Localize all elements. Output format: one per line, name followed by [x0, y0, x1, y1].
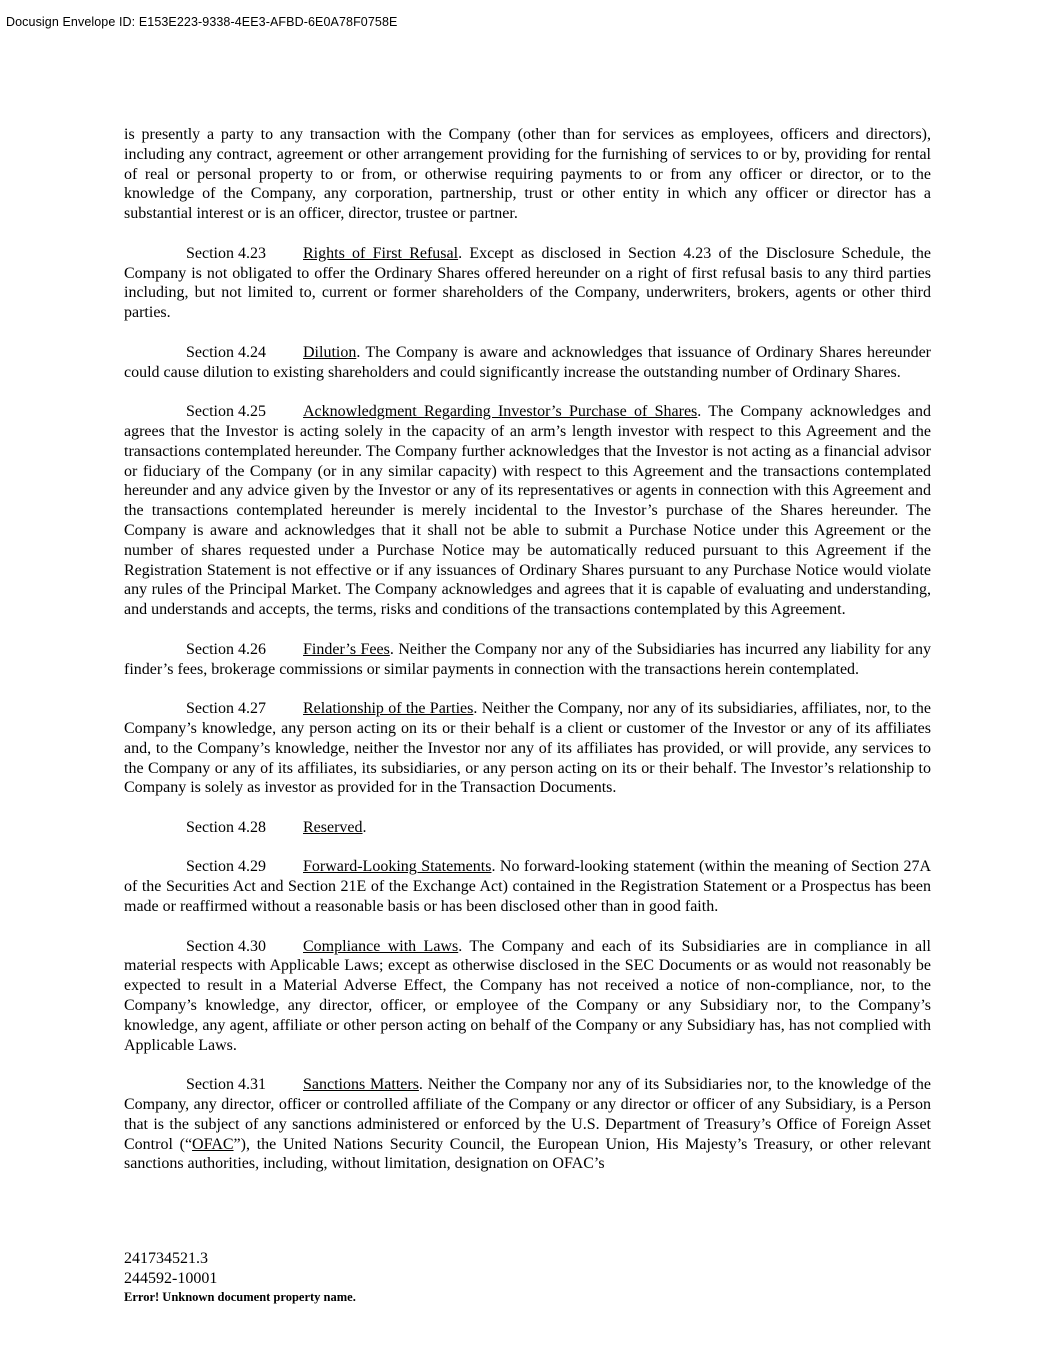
section-text: . The Company and each of its Subsidiaries are in compliance in all material respects with Applicable Laws; except as otherwise disclosed in the SEC Documents or as would not reasonably be expected to result in a Material Adverse Effect, the Company has not received a notice of non-compliance, nor, to the Company’s knowledge, any director, officer, or employee of the Company or any Subsidiary nor, to the Company’s knowledge, any agent, affiliate or other person acting on behalf of the Company or any Subsidiary has, has not complied with Applicable Laws.: [124, 937, 932, 1054]
section-text: . No forward-looking statement (within the meaning of Section 27A of the Securities Act and Section 21E of the Exchange Act) contained in the Registration Statement or a Prospectus has been made or reaffirmed without a reasonable basis or has been disclosed other than in good faith.: [124, 858, 932, 916]
section-4-26: [124, 640, 931, 680]
section-title: Acknowledgment Regarding Investor’s Purchase of Shares: [303, 403, 698, 421]
section-number: Section 4.23: [186, 244, 266, 262]
section-4-27: [124, 699, 931, 798]
section-4-24: [124, 343, 931, 383]
section-number: Section 4.24: [186, 343, 266, 361]
section-title: Relationship of the Parties: [303, 700, 474, 718]
section-title: Forward-Looking Statements: [303, 858, 492, 876]
section-text: . The Company acknowledges and agrees that the Investor is acting solely in the capacity of an arm’s length investor with respect to this Agreement and the transactions contemplated hereunder. The Company further acknowledges that the Investor is not acting as a financial advisor or fiduciary of the Company (or in any similar capacity) with respect to this Agreement and the transactions contemplated hereunder and any advice given by the Investor or any of its representatives or agents in connection with this Agreement and the transactions contemplated hereunder is merely incidental to the Investor’s purchase of the Shares hereunder. The Company is aware and acknowledges that it shall not be able to submit a Purchase Notice under this Agreement or the number of shares requested under a Purchase Notice may be automatically reduced pursuant to this Agreement if the Registration Statement is not effective or if any issuances of Ordinary Shares pursuant to any Purchase Notice would violate any rules of the Principal Market. The Company acknowledges and agrees that it is capable of evaluating and understanding, and understands and accepts, the terms, risks and conditions of the transactions contemplated by this Agreement.: [124, 403, 931, 619]
section-number: Section 4.26: [186, 640, 266, 658]
section-number: Section 4.25: [186, 403, 266, 421]
section-4-23: [124, 244, 931, 323]
section-title: Finder’s Fees: [303, 640, 390, 658]
section-text-continued: ”), the United Nations Security Council, the European Union, His Majesty’s Treasury, or other relevant sanctions authorities, including, without limitation, designation on OFAC’s: [124, 1135, 931, 1173]
section-title: Sanctions Matters: [303, 1076, 419, 1094]
section-text: . Neither the Company, nor any of its subsidiaries, affiliates, nor, to the Company’s knowledge, any person acting on its or their behalf is a client or customer of the Investor or any of its affiliates and, to the Company’s knowledge, neither the Investor nor any of its affiliates has provided, or will provide, any services to the Company or any of its affiliates, its subsidiaries, or any person acting on its or their behalf. The Investor’s relationship to Company is solely as investor as provided for in the Transaction Documents.: [124, 700, 932, 797]
section-number: Section 4.31: [186, 1076, 266, 1094]
section-text: . Except as disclosed in Section 4.23 of the Disclosure Schedule, the Company is not obligated to offer the Ordinary Shares offered hereunder on a right of first refusal basis to any third parties including, but not limited to, current or former shareholders of the Company, underwriters, brokers, agents or other third parties.: [124, 244, 932, 322]
section-number: Section 4.28: [186, 818, 266, 836]
continuation-paragraph: is presently a party to any transaction with the Company (other than for services as employees, officers and directors), including any contract, agreement or other arrangement providing for the furnishing of services to or by, providing for rental of real or personal property to or from, or otherwise requiring payments to or from any officer or director, or to the knowledge of the Company, any corporation, partnership, trust or other entity in which any officer or director has a substantial interest or is an officer, director, trustee or partner.: [124, 126, 931, 223]
section-text: . Neither the Company nor any of the Subsidiaries has incurred any liability for any finder’s fees, brokerage commissions or similar payments in connection with the transactions herein contemplated.: [124, 640, 931, 678]
section-text: .: [362, 818, 367, 836]
section-text: . The Company is aware and acknowledges that issuance of Ordinary Shares hereunder could cause dilution to existing shareholders and could significantly increase the outstanding number of Ordinary Shares.: [124, 343, 931, 381]
section-title: Dilution: [303, 343, 357, 361]
section-number: Section 4.30: [186, 937, 266, 955]
docusign-envelope-id: Docusign Envelope ID: E153E223-9338-4EE3-AFBD-6E0A78F0758E: [6, 15, 398, 29]
section-4-29: [124, 857, 931, 916]
section-text: . Neither the Company nor any of its Subsidiaries nor, to the knowledge of the Company, any director, officer or controlled affiliate of the Company or any director or officer of any Subsidiary, is a Person that is the subject of any sanctions administered or enforced by the U.S. Department of Treasury’s Office of Foreign Asset Control (“: [124, 1076, 932, 1153]
section-number: Section 4.27: [186, 700, 266, 718]
document-body: [124, 125, 931, 1194]
section-title: Reserved: [303, 818, 363, 836]
section-number: Section 4.29: [186, 858, 266, 876]
footer-error-text: Error! Unknown document property name.: [124, 1289, 356, 1304]
section-4-28: [124, 818, 931, 838]
footer-doc-id: 241734521.3: [124, 1250, 208, 1267]
section-4-31: [124, 1075, 931, 1174]
section-title: Rights of First Refusal: [303, 244, 459, 262]
footer-client-matter: 244592-10001: [124, 1269, 218, 1287]
document-footer: [124, 1249, 356, 1305]
section-title: Compliance with Laws: [303, 937, 459, 955]
section-4-30: [124, 937, 931, 1056]
ofac-defined-term: OFAC: [192, 1135, 234, 1153]
section-4-25: [124, 402, 931, 620]
